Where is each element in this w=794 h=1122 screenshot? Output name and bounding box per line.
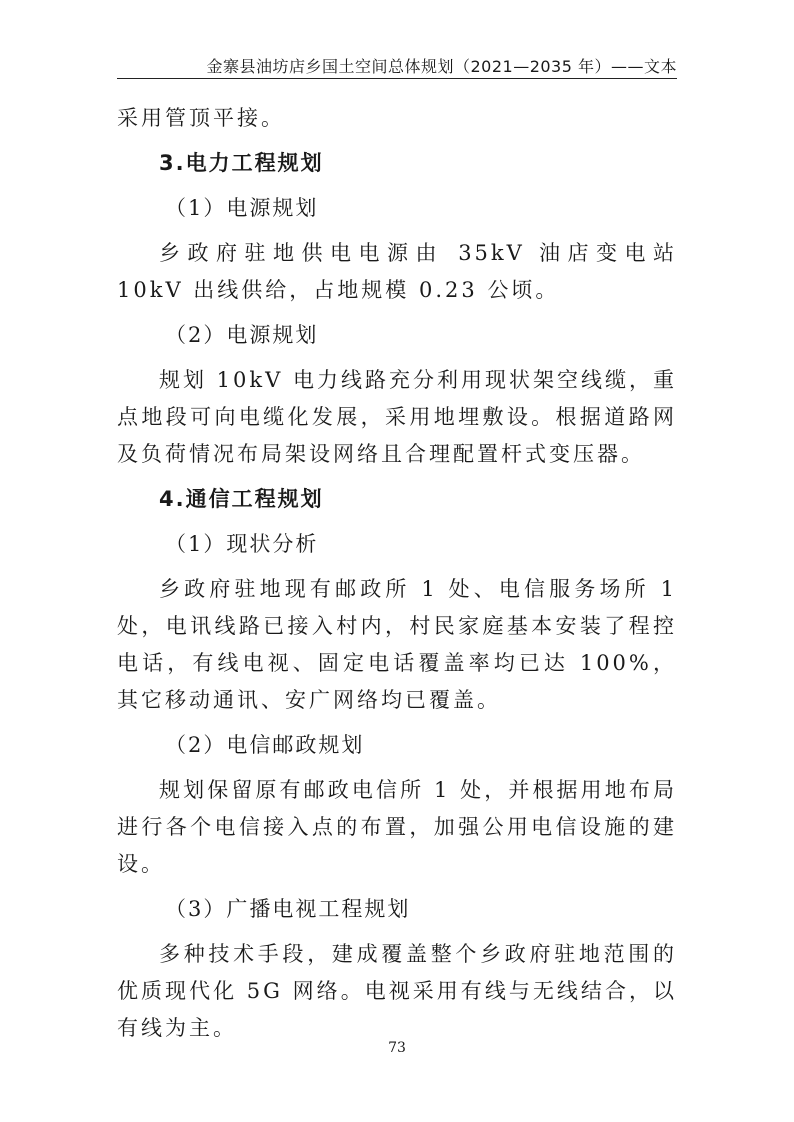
running-header: 金寨县油坊店乡国土空间总体规划（2021—2035 年）——文本 xyxy=(206,57,677,76)
document-body xyxy=(117,100,677,1055)
paragraph-continuation: 采用管顶平接。 xyxy=(117,106,285,130)
subheading-power-source-2: （2）电源规划 xyxy=(165,323,319,347)
paragraph-status-analysis: 乡政府驻地现有邮政所 1 处、电信服务场所 1 处，电讯线路已接入村内，村民家庭基本安装了程控电话，有线电视、固定电话覆盖率均已达 100%，其它移动通讯、安广网络均已覆盖。 xyxy=(117,577,677,712)
section-heading-telecom: 4.通信工程规划 xyxy=(159,487,324,511)
paragraph-broadcast-tv: 多种技术手段，建成覆盖整个乡政府驻地范围的优质现代化 5G 网络。电视采用有线与无线结合，以有线为主。 xyxy=(117,942,677,1040)
subheading-telecom-postal: （2）电信邮政规划 xyxy=(165,733,365,757)
paragraph-power-source: 乡政府驻地供电电源由 35kV 油店变电站 10kV 出线供给，占地规模 0.23 公顷。 xyxy=(117,241,677,302)
header-divider xyxy=(117,78,677,79)
subheading-status-analysis: （1）现状分析 xyxy=(165,532,319,556)
page-number: 73 xyxy=(388,1040,406,1056)
paragraph-power-lines: 规划 10kV 电力线路充分利用现状架空线缆，重点地段可向电缆化发展，采用地埋敷设。根据道路网及负荷情况布局架设网络且合理配置杆式变压器。 xyxy=(117,368,677,466)
subheading-power-source: （1）电源规划 xyxy=(165,196,319,220)
paragraph-telecom-postal: 规划保留原有邮政电信所 1 处，并根据用地布局进行各个电信接入点的布置，加强公用电信设施的建设。 xyxy=(117,778,677,876)
section-heading-power: 3.电力工程规划 xyxy=(159,151,324,175)
subheading-broadcast-tv: （3）广播电视工程规划 xyxy=(165,897,411,921)
